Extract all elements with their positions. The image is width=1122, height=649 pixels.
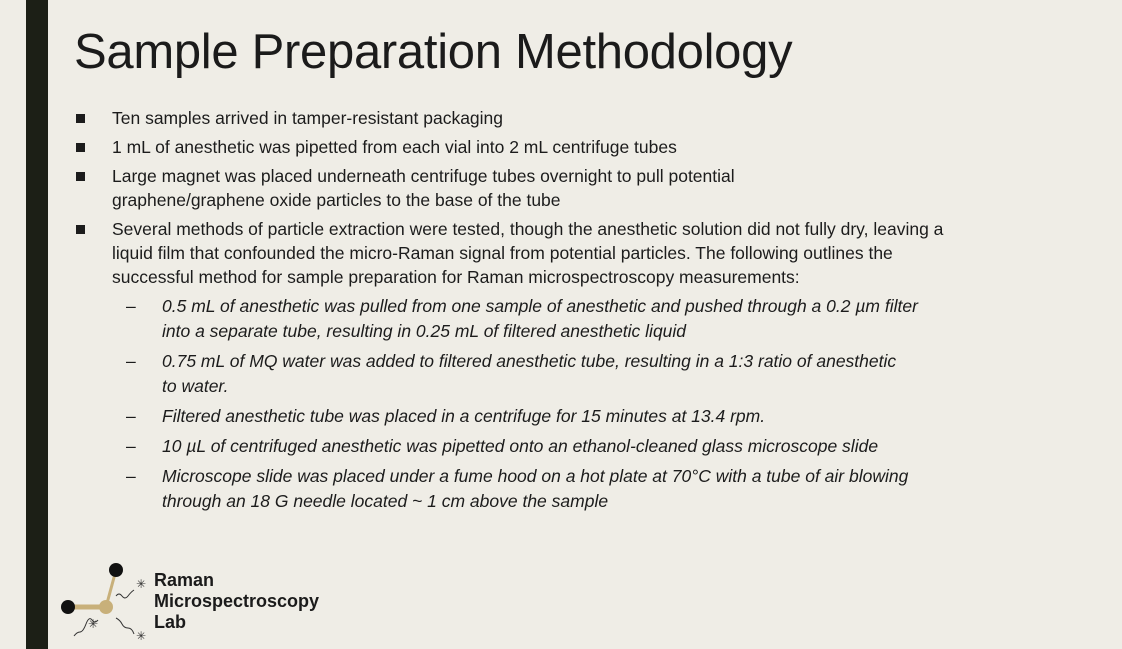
dash-bullet-icon: – (126, 296, 136, 316)
molecule-icon (58, 560, 154, 644)
svg-text:✳: ✳ (88, 617, 99, 631)
bullet-item (76, 106, 976, 130)
sub-bullet-item (76, 434, 992, 459)
bullet-list (76, 106, 976, 519)
lab-logo (58, 560, 348, 644)
bullet-text: Ten samples arrived in tamper-resistant packaging (112, 108, 504, 128)
sub-bullet-list (76, 294, 972, 514)
square-bullet-icon (76, 172, 85, 181)
sub-bullet-item (76, 294, 942, 344)
sub-bullet-item (76, 404, 982, 429)
dash-bullet-icon: – (126, 351, 136, 371)
left-accent-bar (26, 0, 48, 649)
bullet-item (76, 217, 972, 514)
sub-bullet-text: Microscope slide was placed under a fume hood on a hot plate at 70°C with a tube of air blowing through an 18 G needle located ~ 1 cm above the sample (162, 466, 909, 511)
dash-bullet-icon: – (126, 406, 136, 426)
dash-bullet-icon: – (126, 466, 136, 486)
bullet-text: 1 mL of anesthetic was pipetted from each vial into 2 mL centrifuge tubes (112, 137, 677, 157)
bullet-item (76, 135, 976, 159)
logo-line-lab: Lab (154, 612, 187, 632)
sub-bullet-text: 10 µL of centrifuged anesthetic was pipetted onto an ethanol-cleaned glass microscope slide (162, 436, 879, 456)
square-bullet-icon (76, 143, 85, 152)
bullet-text: Large magnet was placed underneath centrifuge tubes overnight to pull potential graphene/graphene oxide particles to the base of the tube (112, 166, 735, 210)
svg-text:✳: ✳ (136, 629, 147, 643)
sub-bullet-item (76, 464, 952, 514)
bullet-item (76, 164, 852, 212)
logo-text (154, 570, 319, 633)
sub-bullet-text: 0.75 mL of MQ water was added to filtered anesthetic tube, resulting in a 1:3 ratio of anesthetic to water. (162, 351, 897, 396)
sub-bullet-item (76, 349, 902, 399)
sub-bullet-text: 0.5 mL of anesthetic was pulled from one sample of anesthetic and pushed through a 0.2 µm filter into a separate tube, resulting in 0.25 mL of filtered anesthetic liquid (162, 296, 918, 341)
sub-bullet-text: Filtered anesthetic tube was placed in a centrifuge for 15 minutes at 13.4 rpm. (162, 406, 766, 426)
logo-line-microspectroscopy: Microspectroscopy (154, 591, 320, 611)
square-bullet-icon (76, 225, 85, 234)
dash-bullet-icon: – (126, 436, 136, 456)
svg-text:✳: ✳ (136, 577, 147, 591)
page-title: Sample Preparation Methodology (74, 25, 793, 79)
bullet-text: Several methods of particle extraction were tested, though the anesthetic solution did not fully dry, leaving a liquid film that confounded the micro-Raman signal from potential particles. The following outlines the successful method for sample preparation for Raman microspectroscopy measurements: (112, 219, 944, 287)
logo-line-raman: Raman (154, 570, 215, 590)
square-bullet-icon (76, 114, 85, 123)
